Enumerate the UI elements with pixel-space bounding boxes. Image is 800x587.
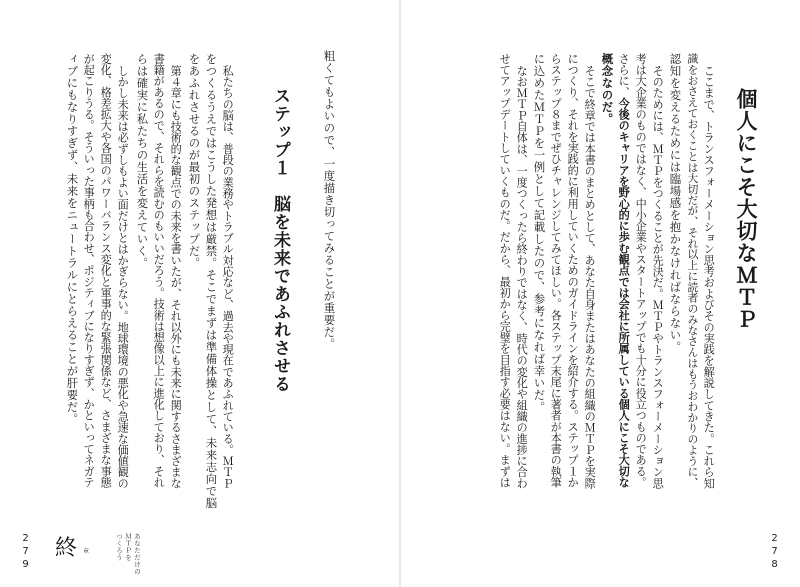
left-paragraph1-line-2: をつくるうえではこうした発想は厳禁。そこでまずは準備体操として、未来志向で脳 — [204, 53, 219, 509]
left-paragraph3-line-3: が起こりうる。そういった事柄も合わせ、ポジティブになりすぎず、かといってネガテ — [82, 53, 96, 488]
chapter-title-line-1: あなただけの — [133, 533, 141, 575]
left-continuation-line-1: 粗くてもよいので、一度描き切ってみることが重要だ。 — [322, 50, 337, 350]
right-paragraph4-line-1: なおＭＴＰ自体は、一度つくったら終わりではなく、時代の変化や組織の進捗に合わ — [515, 65, 529, 489]
left-paragraph3-line-4: ィブにもなりすぎず、未来をニュートラルにとらえることが肝要だ。 — [65, 53, 80, 425]
left-paragraph2-line-1: 第４章にも技術的な観点での未来を書いたが、それ以外にも未来に関するさまざまな — [169, 65, 183, 489]
right-paragraph1-line-1: ここまで、トランスフォーメーション思考およびその実践を解説してきた。これら知 — [702, 65, 716, 489]
right-paragraph2-bold-line-1: 今後のキャリアを野心的に歩む観点では会社に所属している個人にこそ大切な — [617, 97, 631, 488]
left-paragraph3-line-2: 変化、格差拡大や各国のパワーバランス変化と軍事的な緊張関係など、さまざまな事態 — [99, 53, 113, 488]
left-paragraph1-line-3: をあふれさせるのが最初のステップだ。 — [187, 53, 202, 269]
right-paragraph3-line-4: に込めたＭＴＰを一例として記載したので、参考になれば幸いだ。 — [532, 53, 547, 413]
chapter-tag: 章 — [83, 548, 90, 555]
right-paragraph2-line-2: 考は大企業のものではなく、中小企業やスタートアップでも十分に役立つものである。 — [634, 53, 648, 488]
right-paragraph3-line-3: らステップ８までぜひチャレンジしてみてほしい。各ステップ末尾に著者が本書の執筆 — [549, 53, 563, 488]
right-page — [400, 0, 800, 587]
chapter-title-line-2: ＭＴＰを — [124, 533, 132, 561]
right-paragraph4-line-2: せてアップデートしていくものだ。だから、最初から完璧を目指す必要はない。まずは — [498, 53, 512, 488]
left-paragraph1-line-1: 私たちの脳は、普段の業務やトラブル対応など、過去や現在であふれている。ＭＴＰ — [221, 65, 235, 489]
right-paragraph2-bold-lead: さらに、 — [617, 53, 631, 98]
right-paragraph3-line-1: そこで終章では本書のまとめとして、あなた自身またはあなたの組織のＭＴＰを実際 — [583, 65, 597, 489]
chapter-section-heading: 個人にこそ大切なＭＴＰ — [734, 88, 758, 330]
chapter-mark: 終 — [55, 536, 78, 561]
right-paragraph2-bold-line-2: 概念なのだ。 — [600, 53, 615, 125]
left-paragraph3-line-1: しかし未来は必ずしもよい面だけとはかぎらない。地球環境の悪化や急速な価値観の — [116, 65, 130, 489]
chapter-title-line-3: つくろう — [115, 533, 123, 561]
right-paragraph2-line-3 — [618, 53, 629, 488]
right-paragraph1-line-3: 認知を変えるためには臨場感を抱かなければならない。 — [668, 53, 683, 353]
left-paragraph2-line-2: 書籍があるので、それらを読むのもいいだろう。技術は想像以上に進化しており、それ — [152, 53, 166, 488]
page-number-left: 279 — [20, 533, 31, 572]
right-paragraph2-line-1: そのためには、ＭＴＰをつくることが先決だ。ＭＴＰやトランスフォーメーション思 — [651, 65, 665, 489]
right-paragraph3-line-2: につくり、それを実践的に利用していくためのガイドラインを紹介する。ステップ１か — [566, 53, 580, 488]
page-number-right: 278 — [769, 533, 780, 572]
right-paragraph1-line-2: 識をおさえておくことは大切だが、それ以上に読者のみなさんはもうおわかりのように、 — [685, 53, 699, 488]
left-paragraph2-line-3: らは確実に私たちの生活を変えていく。 — [135, 53, 150, 269]
step-1-heading: ステップ１ 脳を未来であふれさせる — [270, 87, 290, 393]
